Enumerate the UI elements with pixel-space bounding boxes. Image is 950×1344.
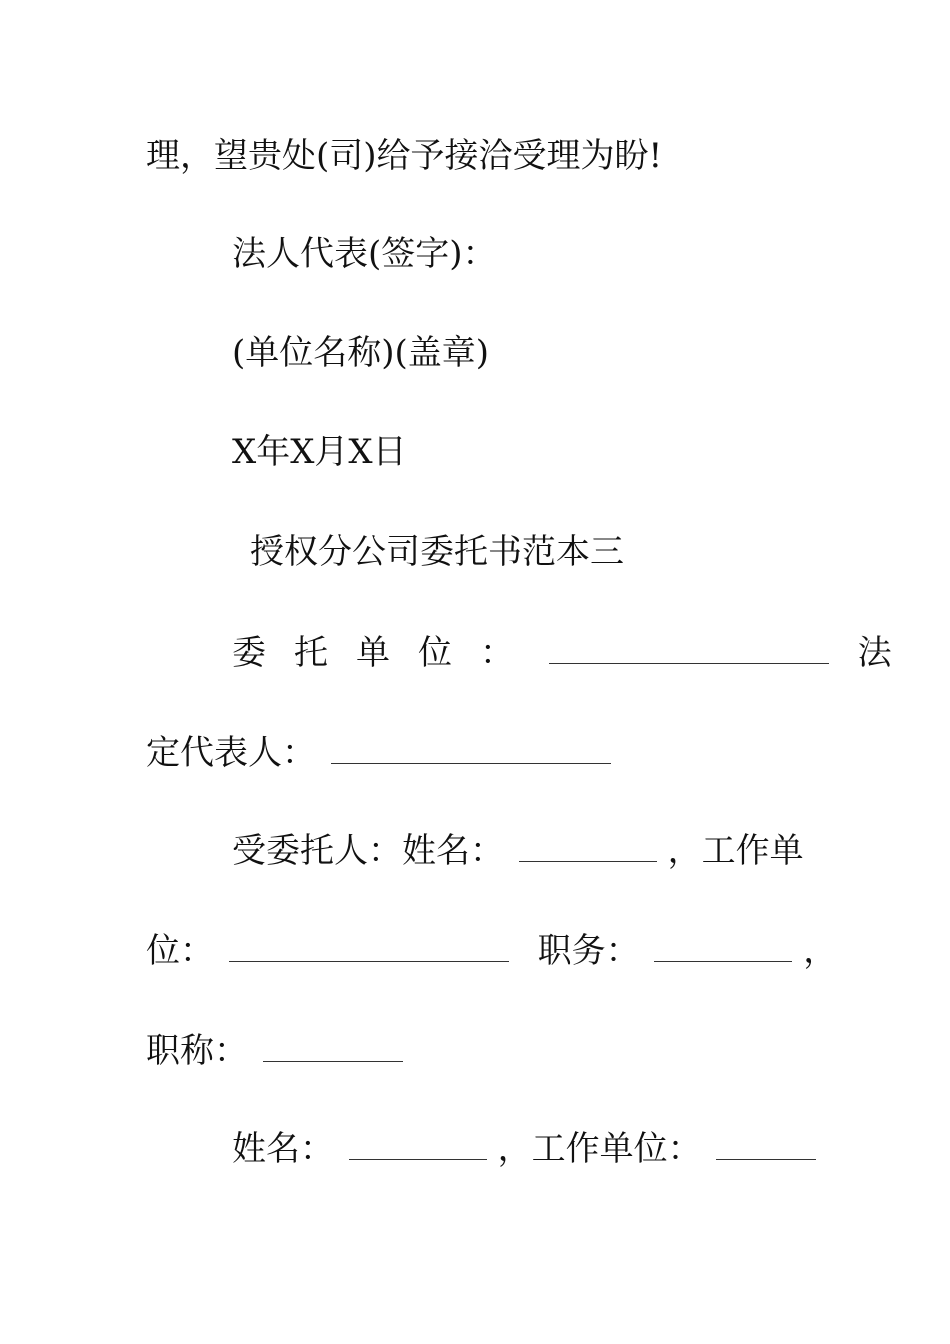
position-label: 职务： xyxy=(537,931,640,971)
work-unit-label-tail: 位： xyxy=(146,931,214,971)
second-trustee-line xyxy=(232,1127,816,1171)
client-unit-label: 委托单位： xyxy=(232,633,542,673)
document-heading: 授权分公司委托书范本三 xyxy=(250,532,624,572)
legal-rep-line xyxy=(146,731,611,775)
work-unit-blank xyxy=(229,931,509,962)
paragraph-line xyxy=(146,134,662,178)
position-blank xyxy=(654,931,792,962)
date-text: X年X月X日 xyxy=(232,432,407,472)
legal-rep-label-head: 法 xyxy=(857,633,892,673)
client-unit-blank xyxy=(549,633,829,664)
signature-line xyxy=(232,232,497,276)
heading-line xyxy=(250,530,624,574)
work-unit-blank-2 xyxy=(716,1129,816,1160)
name-label: 姓名： xyxy=(232,1129,334,1169)
title-line xyxy=(146,1029,403,1073)
work-unit-position-line xyxy=(146,929,837,973)
title-label: 职称： xyxy=(146,1031,248,1071)
date-line xyxy=(232,430,407,474)
closing-sentence: 理，望贵处(司)给予接洽受理为盼! xyxy=(146,136,663,176)
comma: ， xyxy=(803,931,838,971)
trustee-name-blank xyxy=(519,831,657,862)
name-blank xyxy=(349,1129,487,1160)
title-blank xyxy=(263,1031,403,1062)
trustee-name-label: 受委托人：姓名： xyxy=(232,831,504,871)
legal-rep-label: 定代表人： xyxy=(146,733,316,773)
work-unit-label-head: ，工作单 xyxy=(667,831,804,871)
client-unit-line xyxy=(232,631,892,675)
unit-seal-label: (单位名称)(盖章) xyxy=(232,333,490,373)
work-unit-label: ，工作单位： xyxy=(497,1129,702,1169)
trustee-line xyxy=(232,829,804,873)
signature-label: 法人代表(签字)： xyxy=(232,234,497,274)
unit-seal-line xyxy=(232,331,489,375)
legal-rep-blank xyxy=(331,733,611,764)
